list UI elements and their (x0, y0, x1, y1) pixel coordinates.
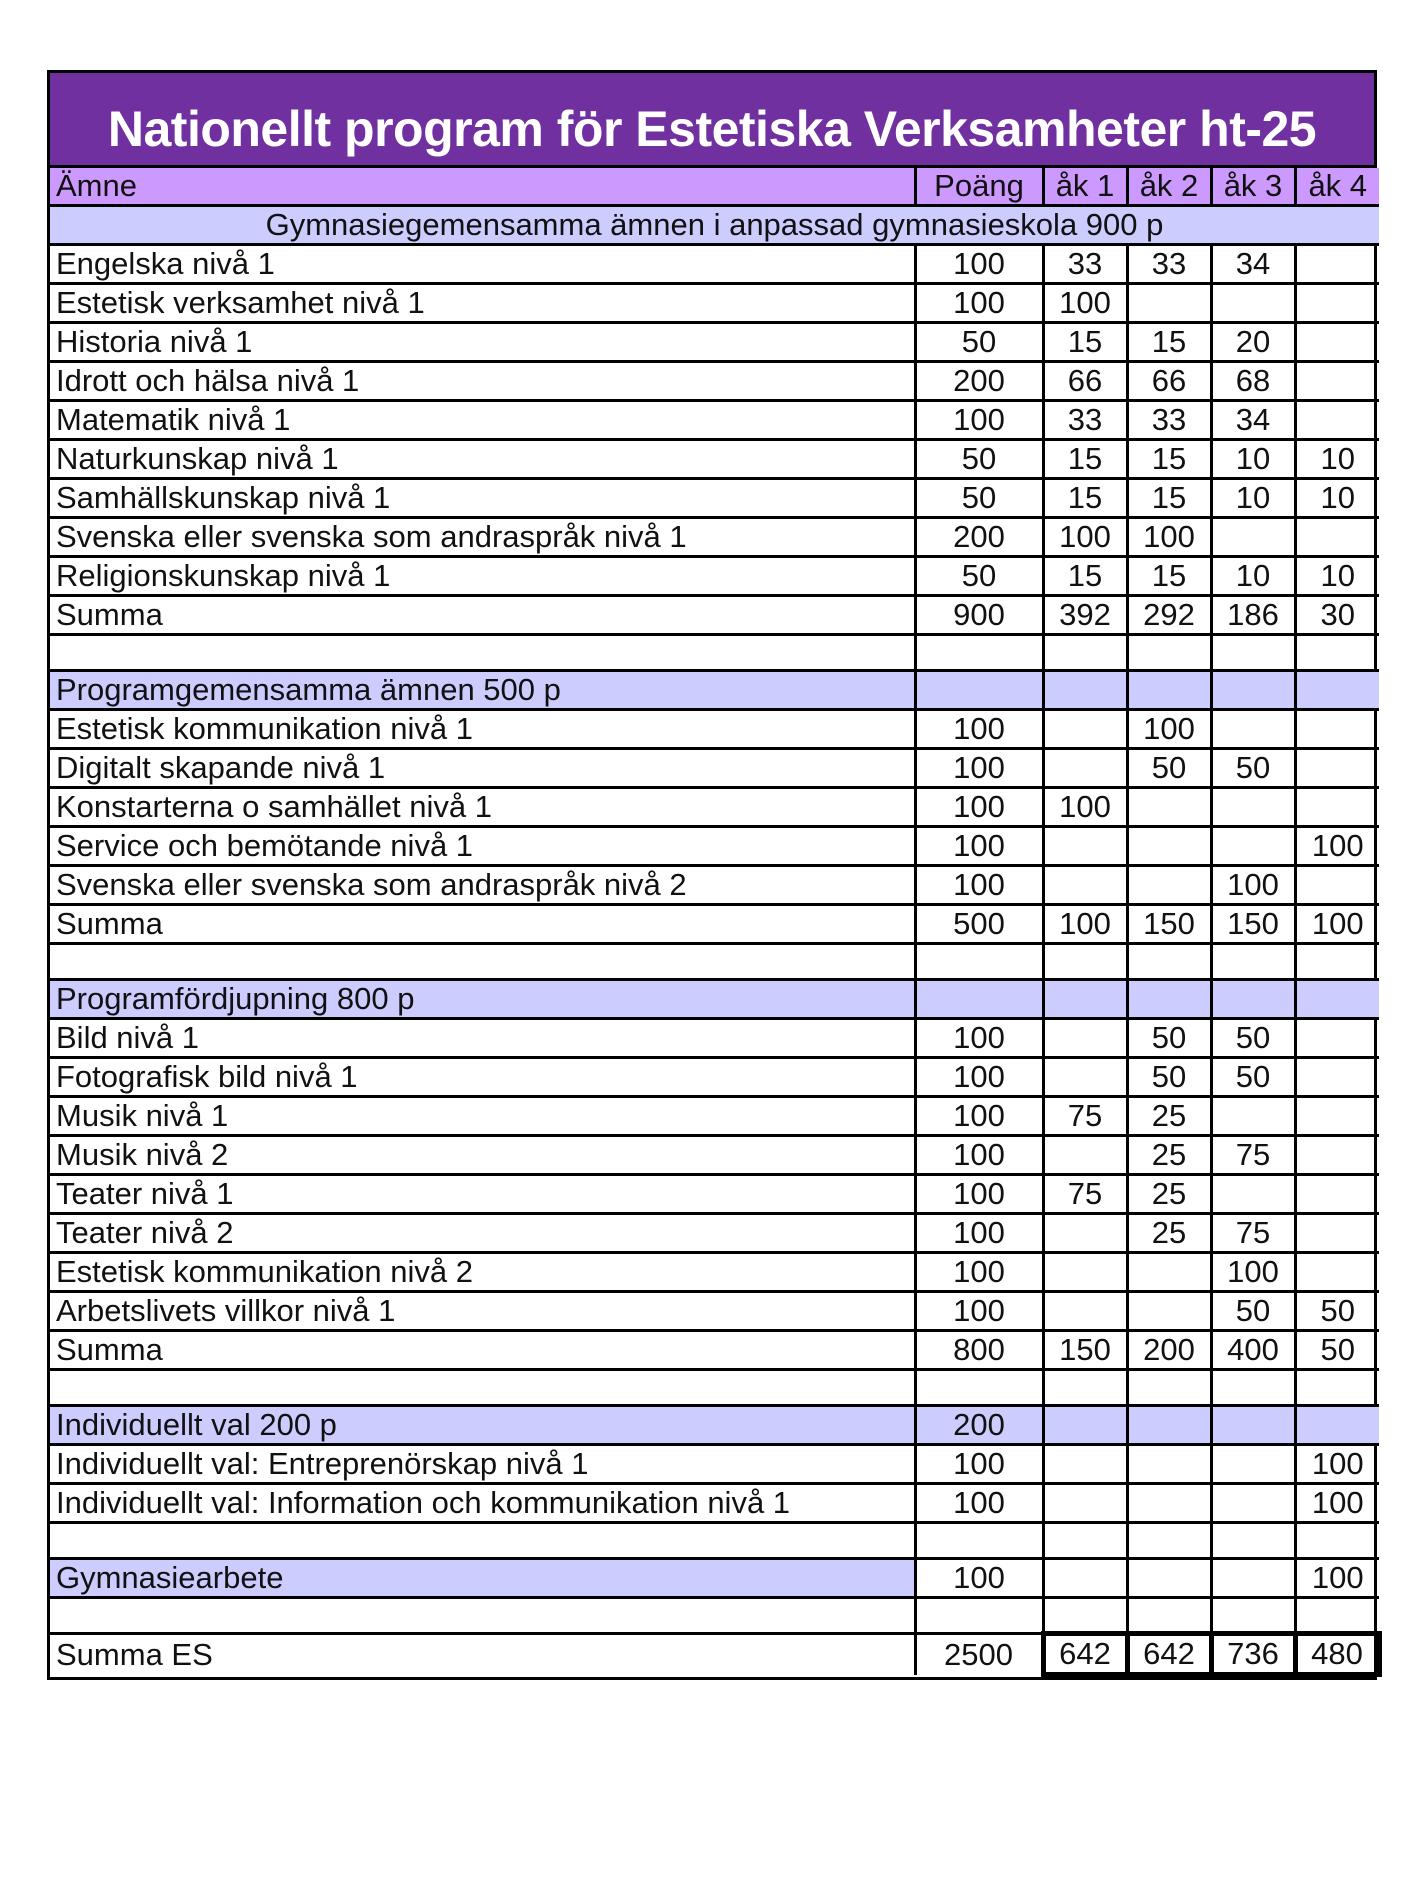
year-1-cell: 75 (1043, 1175, 1127, 1214)
year-1-cell: 15 (1043, 479, 1127, 518)
year-3-cell (1211, 788, 1295, 827)
subject-cell: Summa (50, 1331, 915, 1370)
subject-cell: Digitalt skapande nivå 1 (50, 749, 915, 788)
year-3-cell (1211, 1370, 1295, 1406)
year-4-cell: 100 (1295, 1484, 1379, 1523)
year-2-cell: 15 (1127, 479, 1211, 518)
year-2-cell (1127, 1253, 1211, 1292)
year-3-cell: 736 (1211, 1634, 1295, 1675)
header-year-1: åk 1 (1043, 168, 1127, 206)
year-2-cell: 25 (1127, 1097, 1211, 1136)
spacer-row (50, 1370, 1379, 1406)
subtotal-row (50, 905, 1379, 944)
subject-cell: Summa ES (50, 1634, 915, 1675)
points-cell: 100 (915, 245, 1043, 284)
year-2-cell: 33 (1127, 401, 1211, 440)
year-3-cell (1211, 1484, 1295, 1523)
subject-cell: Matematik nivå 1 (50, 401, 915, 440)
year-2-cell (1127, 1559, 1211, 1598)
year-1-cell (1043, 1136, 1127, 1175)
subject-cell: Arbetslivets villkor nivå 1 (50, 1292, 915, 1331)
year-4-cell (1295, 1598, 1379, 1634)
subject-cell: Bild nivå 1 (50, 1019, 915, 1058)
subject-cell: Estetisk kommunikation nivå 2 (50, 1253, 915, 1292)
year-2-cell (1127, 1523, 1211, 1559)
points-cell: 50 (915, 479, 1043, 518)
year-3-cell: 400 (1211, 1331, 1295, 1370)
table-row (50, 749, 1379, 788)
year-1-cell (1043, 1484, 1127, 1523)
subject-cell (50, 1523, 915, 1559)
year-2-cell (1127, 1484, 1211, 1523)
points-cell: 100 (915, 1559, 1043, 1598)
year-3-cell (1211, 1406, 1295, 1445)
year-1-cell: 150 (1043, 1331, 1127, 1370)
header-subject: Ämne (50, 168, 915, 206)
year-4-cell (1295, 1019, 1379, 1058)
subject-cell (50, 944, 915, 980)
points-cell (915, 1370, 1043, 1406)
table-row (50, 788, 1379, 827)
year-3-cell: 100 (1211, 866, 1295, 905)
year-3-cell: 150 (1211, 905, 1295, 944)
subject-cell (50, 1370, 915, 1406)
year-2-cell: 150 (1127, 905, 1211, 944)
subject-cell: Konstarterna o samhället nivå 1 (50, 788, 915, 827)
year-1-cell: 642 (1043, 1634, 1127, 1675)
subject-cell: Programfördjupning 800 p (50, 980, 915, 1019)
subject-cell: Individuellt val: Information och kommunikation nivå 1 (50, 1484, 915, 1523)
subject-cell: Musik nivå 1 (50, 1097, 915, 1136)
header-year-3: åk 3 (1211, 168, 1295, 206)
points-cell: 100 (915, 1136, 1043, 1175)
year-4-cell: 10 (1295, 440, 1379, 479)
subject-cell: Engelska nivå 1 (50, 245, 915, 284)
year-3-cell: 50 (1211, 1292, 1295, 1331)
year-3-cell: 186 (1211, 596, 1295, 635)
points-cell: 100 (915, 710, 1043, 749)
table-row (50, 284, 1379, 323)
year-2-cell (1127, 866, 1211, 905)
grand-total-row (50, 1634, 1379, 1675)
year-3-cell: 68 (1211, 362, 1295, 401)
year-3-cell (1211, 284, 1295, 323)
table-row (50, 1445, 1379, 1484)
subject-cell: Naturkunskap nivå 1 (50, 440, 915, 479)
year-2-cell: 25 (1127, 1175, 1211, 1214)
points-cell: 200 (915, 362, 1043, 401)
year-2-cell: 50 (1127, 1019, 1211, 1058)
points-cell (915, 1598, 1043, 1634)
year-3-cell: 34 (1211, 401, 1295, 440)
year-2-cell (1127, 635, 1211, 671)
year-4-cell: 50 (1295, 1292, 1379, 1331)
year-4-cell (1295, 788, 1379, 827)
points-cell: 900 (915, 596, 1043, 635)
spacer-row (50, 635, 1379, 671)
table-row (50, 1484, 1379, 1523)
year-1-cell (1043, 827, 1127, 866)
year-4-cell: 10 (1295, 479, 1379, 518)
table-row (50, 1019, 1379, 1058)
subject-cell: Individuellt val 200 p (50, 1406, 915, 1445)
year-3-cell (1211, 1175, 1295, 1214)
section-header-row (50, 1406, 1379, 1445)
table-row (50, 1292, 1379, 1331)
year-4-cell (1295, 284, 1379, 323)
table-row (50, 827, 1379, 866)
table-row (50, 710, 1379, 749)
year-2-cell (1127, 788, 1211, 827)
table-row (50, 479, 1379, 518)
year-1-cell (1043, 1019, 1127, 1058)
header-year-4: åk 4 (1295, 168, 1379, 206)
year-2-cell: 292 (1127, 596, 1211, 635)
year-2-cell (1127, 1598, 1211, 1634)
spacer-row (50, 1523, 1379, 1559)
section-header: Gymnasiegemensamma ämnen i anpassad gymnasieskola 900 p (50, 206, 1379, 245)
year-3-cell: 100 (1211, 1253, 1295, 1292)
points-cell: 500 (915, 905, 1043, 944)
subject-cell: Religionskunskap nivå 1 (50, 557, 915, 596)
year-2-cell: 33 (1127, 245, 1211, 284)
table-row (50, 1253, 1379, 1292)
year-4-cell (1295, 518, 1379, 557)
year-3-cell (1211, 710, 1295, 749)
points-cell (915, 944, 1043, 980)
year-1-cell (1043, 866, 1127, 905)
subject-cell: Svenska eller svenska som andraspråk nivå 1 (50, 518, 915, 557)
year-2-cell: 100 (1127, 518, 1211, 557)
year-4-cell (1295, 1175, 1379, 1214)
year-1-cell (1043, 1253, 1127, 1292)
year-4-cell (1295, 980, 1379, 1019)
year-2-cell: 50 (1127, 1058, 1211, 1097)
year-2-cell (1127, 944, 1211, 980)
year-4-cell: 10 (1295, 557, 1379, 596)
year-1-cell: 100 (1043, 284, 1127, 323)
course-table (50, 168, 1382, 1677)
year-4-cell (1295, 749, 1379, 788)
year-1-cell: 15 (1043, 440, 1127, 479)
year-2-cell (1127, 1292, 1211, 1331)
section-header-row (50, 206, 1379, 245)
points-cell: 100 (915, 749, 1043, 788)
year-4-cell (1295, 1253, 1379, 1292)
year-4-cell (1295, 401, 1379, 440)
year-3-cell: 50 (1211, 1058, 1295, 1097)
year-3-cell (1211, 980, 1295, 1019)
year-1-cell (1043, 1406, 1127, 1445)
year-4-cell: 100 (1295, 905, 1379, 944)
year-3-cell (1211, 635, 1295, 671)
year-3-cell: 20 (1211, 323, 1295, 362)
year-2-cell: 66 (1127, 362, 1211, 401)
year-2-cell: 15 (1127, 323, 1211, 362)
points-cell: 200 (915, 1406, 1043, 1445)
year-4-cell (1295, 866, 1379, 905)
year-1-cell: 100 (1043, 905, 1127, 944)
year-4-cell (1295, 710, 1379, 749)
year-2-cell (1127, 1406, 1211, 1445)
points-cell: 50 (915, 557, 1043, 596)
year-2-cell: 642 (1127, 1634, 1211, 1675)
points-cell (915, 671, 1043, 710)
points-cell: 2500 (915, 1634, 1043, 1675)
points-cell: 50 (915, 323, 1043, 362)
year-3-cell (1211, 1097, 1295, 1136)
year-3-cell: 75 (1211, 1136, 1295, 1175)
year-1-cell: 392 (1043, 596, 1127, 635)
year-2-cell: 25 (1127, 1136, 1211, 1175)
subject-cell: Musik nivå 2 (50, 1136, 915, 1175)
subject-cell: Samhällskunskap nivå 1 (50, 479, 915, 518)
subject-cell (50, 635, 915, 671)
points-cell: 200 (915, 518, 1043, 557)
table-row (50, 1058, 1379, 1097)
points-cell: 100 (915, 1175, 1043, 1214)
subtotal-row (50, 596, 1379, 635)
points-cell: 100 (915, 827, 1043, 866)
year-1-cell: 33 (1043, 401, 1127, 440)
subject-cell: Estetisk kommunikation nivå 1 (50, 710, 915, 749)
header-row (50, 168, 1379, 206)
table-row (50, 1175, 1379, 1214)
subject-cell: Estetisk verksamhet nivå 1 (50, 284, 915, 323)
year-1-cell: 66 (1043, 362, 1127, 401)
subtotal-row (50, 1331, 1379, 1370)
year-4-cell (1295, 1058, 1379, 1097)
table-row (50, 1214, 1379, 1253)
year-3-cell (1211, 518, 1295, 557)
year-3-cell (1211, 1445, 1295, 1484)
year-3-cell (1211, 671, 1295, 710)
table-row (50, 518, 1379, 557)
subject-cell: Individuellt val: Entreprenörskap nivå 1 (50, 1445, 915, 1484)
points-cell: 100 (915, 788, 1043, 827)
table-row (50, 557, 1379, 596)
points-cell (915, 1523, 1043, 1559)
year-3-cell (1211, 1598, 1295, 1634)
year-2-cell: 15 (1127, 557, 1211, 596)
subject-cell: Summa (50, 596, 915, 635)
year-1-cell (1043, 944, 1127, 980)
header-points: Poäng (915, 168, 1043, 206)
table-row (50, 245, 1379, 284)
year-1-cell (1043, 710, 1127, 749)
year-1-cell (1043, 1058, 1127, 1097)
year-4-cell (1295, 1136, 1379, 1175)
subject-cell: Teater nivå 1 (50, 1175, 915, 1214)
year-4-cell: 100 (1295, 1559, 1379, 1598)
year-1-cell (1043, 1214, 1127, 1253)
points-cell: 50 (915, 440, 1043, 479)
year-4-cell (1295, 1523, 1379, 1559)
year-4-cell (1295, 245, 1379, 284)
year-1-cell: 100 (1043, 518, 1127, 557)
year-3-cell (1211, 827, 1295, 866)
year-3-cell: 50 (1211, 749, 1295, 788)
points-cell: 100 (915, 1097, 1043, 1136)
year-2-cell (1127, 671, 1211, 710)
subject-cell: Svenska eller svenska som andraspråk nivå 2 (50, 866, 915, 905)
year-3-cell: 75 (1211, 1214, 1295, 1253)
year-1-cell (1043, 1598, 1127, 1634)
year-4-cell (1295, 362, 1379, 401)
section-header-row (50, 980, 1379, 1019)
table-row (50, 362, 1379, 401)
table-row (50, 401, 1379, 440)
points-cell: 800 (915, 1331, 1043, 1370)
year-4-cell (1295, 1097, 1379, 1136)
year-3-cell (1211, 944, 1295, 980)
points-cell: 100 (915, 284, 1043, 323)
subject-cell: Fotografisk bild nivå 1 (50, 1058, 915, 1097)
year-3-cell: 10 (1211, 557, 1295, 596)
subject-cell: Historia nivå 1 (50, 323, 915, 362)
year-3-cell: 34 (1211, 245, 1295, 284)
year-3-cell (1211, 1523, 1295, 1559)
spacer-row (50, 944, 1379, 980)
year-3-cell: 10 (1211, 479, 1295, 518)
year-4-cell (1295, 1370, 1379, 1406)
year-4-cell (1295, 671, 1379, 710)
table-row (50, 323, 1379, 362)
year-2-cell: 100 (1127, 710, 1211, 749)
year-2-cell (1127, 284, 1211, 323)
points-cell: 100 (915, 1019, 1043, 1058)
year-4-cell (1295, 323, 1379, 362)
subject-cell (50, 1598, 915, 1634)
points-cell: 100 (915, 1058, 1043, 1097)
spacer-row (50, 1598, 1379, 1634)
year-4-cell: 100 (1295, 1445, 1379, 1484)
points-cell: 100 (915, 401, 1043, 440)
year-4-cell: 50 (1295, 1331, 1379, 1370)
subject-cell: Gymnasiearbete (50, 1559, 915, 1598)
year-1-cell (1043, 1445, 1127, 1484)
table-row (50, 1136, 1379, 1175)
section-header-row (50, 671, 1379, 710)
year-1-cell (1043, 671, 1127, 710)
year-4-cell: 100 (1295, 827, 1379, 866)
year-4-cell (1295, 1214, 1379, 1253)
year-2-cell: 200 (1127, 1331, 1211, 1370)
year-3-cell: 10 (1211, 440, 1295, 479)
year-3-cell (1211, 1559, 1295, 1598)
year-1-cell (1043, 1292, 1127, 1331)
year-2-cell (1127, 1445, 1211, 1484)
page-title: Nationellt program för Estetiska Verksamheter ht-25 (50, 73, 1374, 168)
year-2-cell (1127, 827, 1211, 866)
year-3-cell: 50 (1211, 1019, 1295, 1058)
table-row (50, 440, 1379, 479)
year-1-cell: 15 (1043, 557, 1127, 596)
header-year-2: åk 2 (1127, 168, 1211, 206)
year-1-cell: 15 (1043, 323, 1127, 362)
year-4-cell (1295, 1406, 1379, 1445)
year-2-cell: 15 (1127, 440, 1211, 479)
year-1-cell (1043, 1523, 1127, 1559)
points-cell: 100 (915, 866, 1043, 905)
section-header-row (50, 1559, 1379, 1598)
year-4-cell (1295, 635, 1379, 671)
points-cell: 100 (915, 1214, 1043, 1253)
year-1-cell: 75 (1043, 1097, 1127, 1136)
year-4-cell (1295, 944, 1379, 980)
year-2-cell: 25 (1127, 1214, 1211, 1253)
year-1-cell: 33 (1043, 245, 1127, 284)
subject-cell: Service och bemötande nivå 1 (50, 827, 915, 866)
subject-cell: Idrott och hälsa nivå 1 (50, 362, 915, 401)
points-cell: 100 (915, 1484, 1043, 1523)
points-cell (915, 980, 1043, 1019)
subject-cell: Programgemensamma ämnen 500 p (50, 671, 915, 710)
table-row (50, 1097, 1379, 1136)
course-plan-sheet (47, 70, 1377, 1680)
points-cell: 100 (915, 1253, 1043, 1292)
table-row (50, 866, 1379, 905)
year-2-cell (1127, 1370, 1211, 1406)
points-cell: 100 (915, 1292, 1043, 1331)
year-1-cell (1043, 1370, 1127, 1406)
subject-cell: Summa (50, 905, 915, 944)
year-1-cell (1043, 635, 1127, 671)
year-2-cell (1127, 980, 1211, 1019)
year-1-cell (1043, 749, 1127, 788)
year-1-cell (1043, 1559, 1127, 1598)
year-4-cell: 480 (1295, 1634, 1379, 1675)
points-cell (915, 635, 1043, 671)
year-2-cell: 50 (1127, 749, 1211, 788)
subject-cell: Teater nivå 2 (50, 1214, 915, 1253)
points-cell: 100 (915, 1445, 1043, 1484)
year-4-cell: 30 (1295, 596, 1379, 635)
year-1-cell (1043, 980, 1127, 1019)
year-1-cell: 100 (1043, 788, 1127, 827)
